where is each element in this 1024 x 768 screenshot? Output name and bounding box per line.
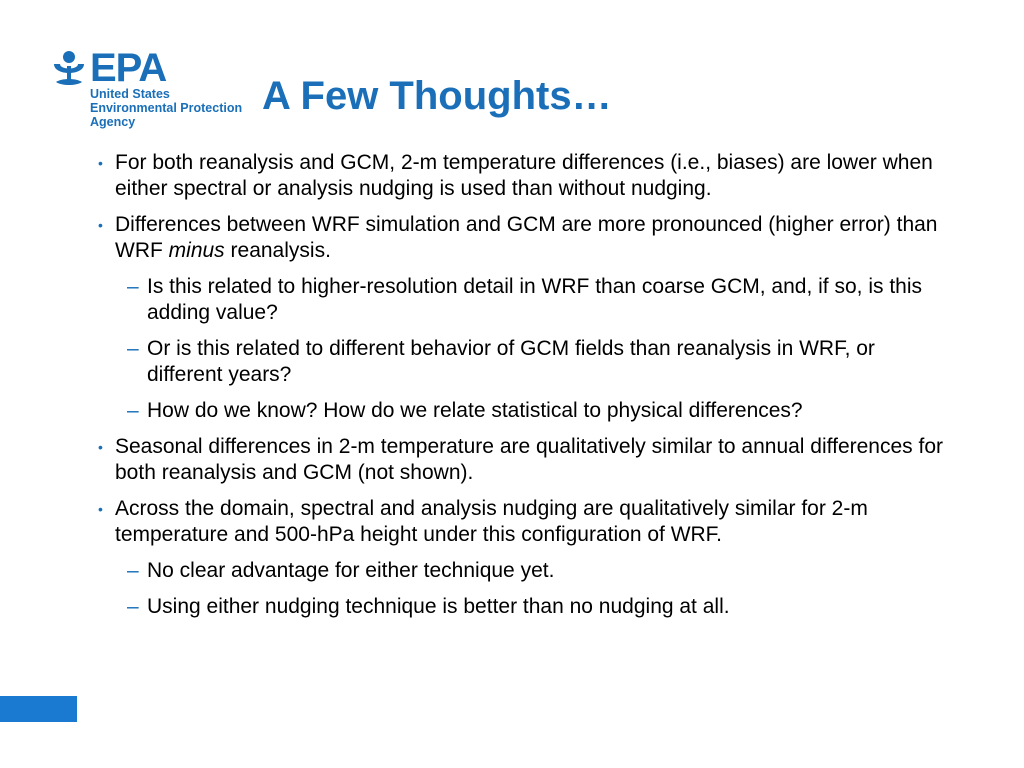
agency-line-2: Environmental Protection xyxy=(90,101,243,115)
bullet-3-text: Seasonal differences in 2-m temperature are qualitatively similar to annual differences for both reanalysis and GCM (not shown). xyxy=(115,435,943,484)
agency-name xyxy=(90,87,242,129)
sub-bullet-4-1-text: No clear advantage for either technique yet. xyxy=(147,559,555,582)
sub-bullet-2-1-text: Is this related to higher-resolution detail in WRF than coarse GCM, and, if so, is this adding value? xyxy=(147,275,923,324)
sub-bullet-2-3-text: How do we know? How do we relate statistical to physical differences? xyxy=(147,399,803,422)
bullet-icon: • xyxy=(98,217,103,233)
sub-bullet-4-2 xyxy=(127,594,955,620)
dash-icon: – xyxy=(127,399,139,422)
slide-title: A Few Thoughts… xyxy=(262,74,612,118)
epa-wordmark: EPA xyxy=(90,46,167,90)
bullet-1-text: For both reanalysis and GCM, 2-m temperature differences (i.e., biases) are lower when either spectral or analysis nudging is used than without nudging. xyxy=(115,151,933,200)
sub-bullet-4-1 xyxy=(127,558,955,584)
epa-flower-icon xyxy=(50,50,88,90)
bullet-2 xyxy=(95,212,955,264)
bullet-icon: • xyxy=(98,501,103,517)
bullet-icon: • xyxy=(98,155,103,171)
dash-icon: – xyxy=(127,337,139,360)
sub-bullet-2-2-text: Or is this related to different behavior of GCM fields than reanalysis in WRF, or different years? xyxy=(147,337,875,386)
sub-bullet-4-2-text: Using either nudging technique is better than no nudging at all. xyxy=(147,595,730,618)
bullet-2-text-a: Differences between WRF simulation and GCM are more pronounced (higher error) than WRF xyxy=(115,213,938,262)
slide-body xyxy=(95,150,955,630)
agency-line-3: Agency xyxy=(90,115,136,129)
bullet-2-text-b: reanalysis. xyxy=(224,239,331,262)
sub-bullet-2-1 xyxy=(127,274,955,326)
agency-line-1: United States xyxy=(90,87,170,101)
bullet-4-text: Across the domain, spectral and analysis nudging are qualitatively similar for 2-m temperature and 500-hPa height under this configuration of WRF. xyxy=(115,497,868,546)
dash-icon: – xyxy=(127,275,139,298)
bullet-4 xyxy=(95,496,955,548)
bullet-2-italic: minus xyxy=(168,239,225,262)
dash-icon: – xyxy=(127,595,139,618)
footer-accent-bar xyxy=(0,696,77,722)
sub-bullet-2-2 xyxy=(127,336,955,388)
bullet-1 xyxy=(95,150,955,202)
bullet-3 xyxy=(95,434,955,486)
bullet-icon: • xyxy=(98,439,103,455)
epa-logo xyxy=(50,46,250,130)
sub-bullet-2-3 xyxy=(127,398,955,424)
dash-icon: – xyxy=(127,559,139,582)
